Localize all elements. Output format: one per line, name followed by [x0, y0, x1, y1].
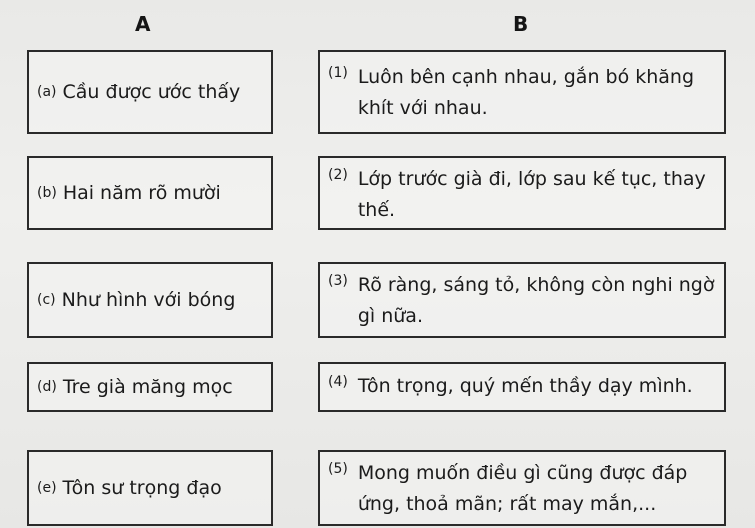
- item-marker: (c): [37, 292, 56, 308]
- idiom-text: Cầu được ước thấy: [62, 81, 241, 103]
- column-b-item-5: [318, 450, 726, 526]
- column-b-item-4: [318, 362, 726, 412]
- meaning-text: Mong muốn điều gì cũng được đáp ứng, thoả mãn; rất may mắn,...: [357, 462, 688, 515]
- idiom-text: Tôn sư trọng đạo: [62, 477, 222, 499]
- item-marker: (a): [37, 84, 57, 100]
- item-marker: (b): [37, 185, 57, 201]
- column-a-item-a: [27, 50, 273, 134]
- column-a-item-c: [27, 262, 273, 338]
- column-b-item-1: [318, 50, 726, 134]
- item-marker: (d): [37, 379, 57, 395]
- column-a-item-b: [27, 156, 273, 230]
- item-marker: (e): [37, 480, 57, 496]
- idiom-text: Tre già măng mọc: [62, 376, 233, 398]
- meaning-text: Luôn bên cạnh nhau, gắn bó khăng khít với nhau.: [357, 66, 695, 119]
- column-a-item-d: [27, 362, 273, 412]
- column-a-item-e: [27, 450, 273, 526]
- column-b-header: B: [513, 12, 529, 36]
- meaning-text: Tôn trọng, quý mến thầy dạy mình.: [357, 375, 693, 397]
- item-marker: (1): [328, 65, 348, 81]
- column-b-item-2: [318, 156, 726, 230]
- column-a-header: A: [135, 12, 151, 36]
- item-marker: (2): [328, 167, 348, 183]
- item-marker: (3): [328, 273, 348, 289]
- item-marker: (4): [328, 374, 348, 390]
- idiom-text: Hai năm rõ mười: [62, 182, 221, 204]
- column-b-item-3: [318, 262, 726, 338]
- meaning-text: Lớp trước già đi, lớp sau kế tục, thay thế.: [357, 168, 706, 221]
- idiom-text: Như hình với bóng: [61, 289, 236, 311]
- meaning-text: Rõ ràng, sáng tỏ, không còn nghi ngờ gì nữa.: [357, 274, 715, 327]
- item-marker: (5): [328, 461, 348, 477]
